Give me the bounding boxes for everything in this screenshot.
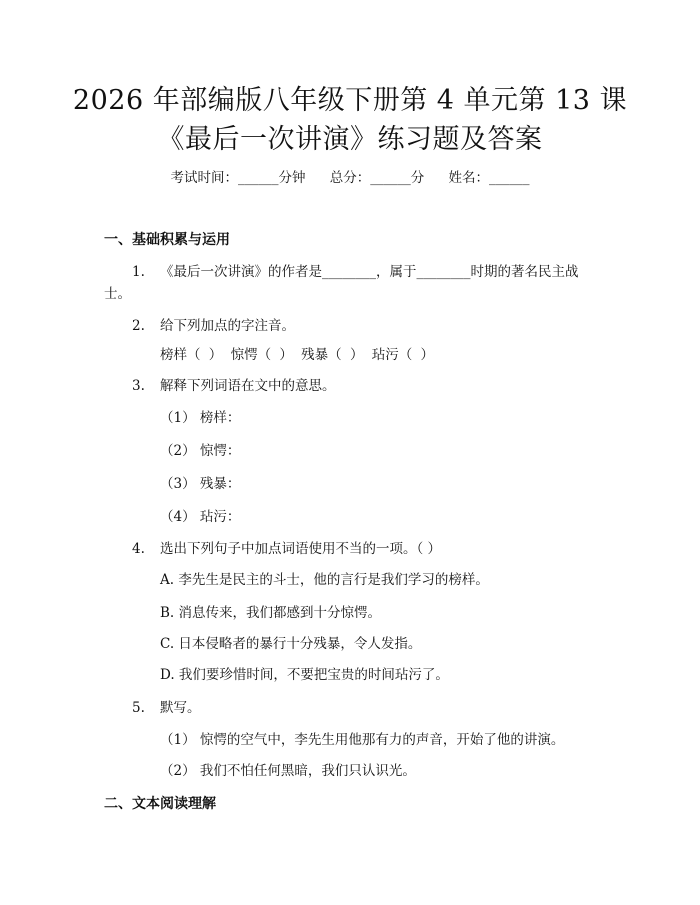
option-d: D. 我们要珍惜时间，不要把宝贵的时间玷污了。 — [160, 667, 449, 683]
question-1 — [132, 262, 579, 282]
dictation-item: （1） 惊愕的空气中，李先生用他那有力的声音，开始了他的讲演。 — [160, 732, 565, 748]
question-text: 给下列加点的字注音。 — [160, 318, 295, 334]
exam-time: 考试时间：______分钟 — [170, 170, 306, 186]
option-c: C. 日本侵略者的暴行十分残暴，令人发指。 — [160, 636, 422, 652]
question-number: 2. — [132, 318, 145, 334]
definition-item: （1） 榜样： — [160, 410, 241, 426]
dictation-item: （2） 我们不怕任何黑暗，我们只认识光。 — [160, 763, 416, 779]
question-3 — [132, 376, 336, 396]
title-line-1: 2026 年部编版八年级下册第 4 单元第 13 课 — [72, 85, 628, 116]
question-5 — [132, 698, 201, 718]
total-score: 总分：______分 — [329, 170, 425, 186]
question-1-continuation: 士。 — [104, 286, 131, 302]
question-2 — [132, 316, 295, 336]
section-1-heading: 一、基础积累与运用 — [104, 232, 230, 248]
option-b: B. 消息传来，我们都感到十分惊愕。 — [160, 605, 382, 621]
option-a: A. 李先生是民主的斗士，他的言行是我们学习的榜样。 — [160, 572, 489, 588]
definition-item: （2） 惊愕： — [160, 443, 241, 459]
question-number: 3. — [132, 378, 145, 394]
question-4 — [132, 539, 441, 559]
question-text: 默写。 — [160, 700, 201, 716]
question-number: 1. — [132, 264, 145, 280]
student-name: 姓名：______ — [448, 170, 530, 186]
definition-item: （3） 残暴： — [160, 476, 241, 492]
title-line-2: 《最后一次讲演》练习题及答案 — [157, 124, 543, 155]
definition-item: （4） 玷污： — [160, 509, 241, 525]
question-text: 《最后一次讲演》的作者是________，属于________时期的著名民主战 — [160, 264, 579, 280]
question-number: 5. — [132, 700, 145, 716]
exam-meta — [0, 168, 700, 188]
pinyin-items: 榜样（ ） 惊愕（ ） 残暴（ ） 玷污（ ） — [160, 347, 435, 363]
question-number: 4. — [132, 541, 145, 557]
question-text: 选出下列句子中加点词语使用不当的一项。（ ） — [160, 541, 442, 557]
section-2-heading: 二、文本阅读理解 — [104, 796, 216, 812]
question-text: 解释下列词语在文中的意思。 — [160, 378, 336, 394]
